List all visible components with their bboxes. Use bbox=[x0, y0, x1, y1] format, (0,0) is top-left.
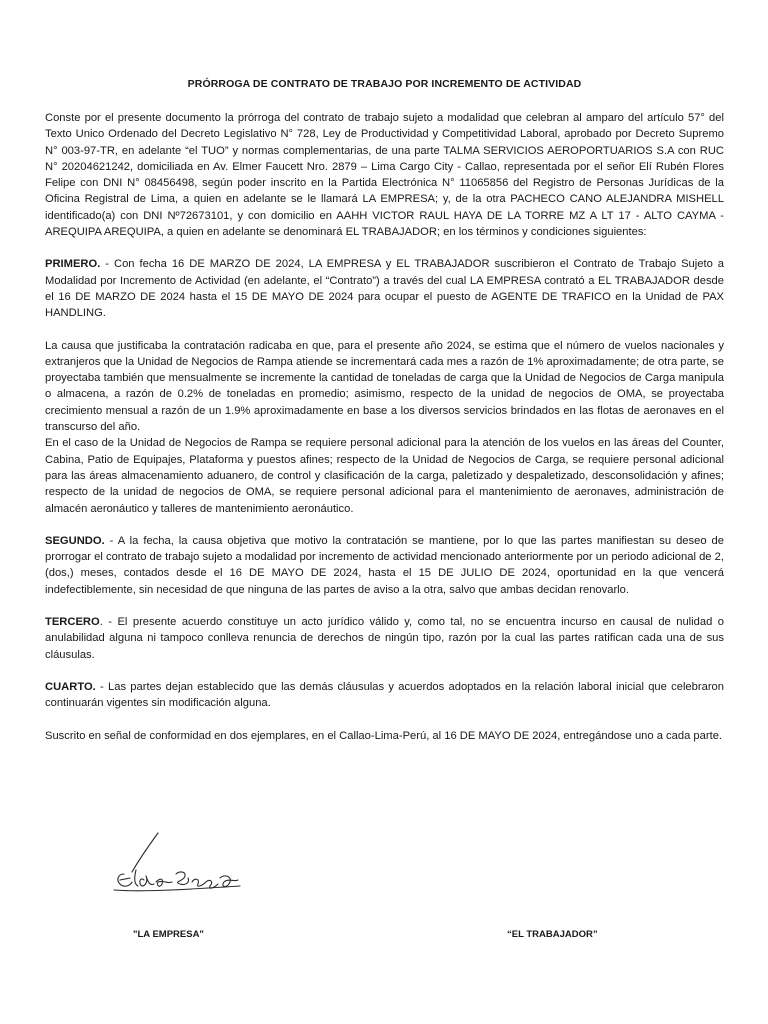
company-signature-label: "LA EMPRESA" bbox=[133, 929, 204, 940]
clause-tercero bbox=[45, 614, 724, 663]
clause-cuarto bbox=[45, 679, 724, 712]
clause-primero-heading: PRIMERO. bbox=[45, 258, 101, 271]
clause-segundo-text: - A la fecha, la causa objetiva que motivo la contratación se mantiene, por lo que las partes manifiestan su deseo de prorrogar el contrato de trabajo sujeto a modalidad por incremento de actividad mencionado anteriormente por un periodo adicional de 2, (dos,) meses, contados desde el 16 DE MAYO DE 2024, hasta el 15 DE JULIO DE 2024, oportunidad en la que vencerá indefectiblemente, sin necesidad de que ninguna de las partes de aviso a la otra, salvo que ambas decidan renovarlo. bbox=[45, 534, 724, 596]
clause-tercero-text: . - El presente acuerdo constituye un acto jurídico válido y, como tal, no se encuentra incurso en causal de nulidad o anulabilidad alguna ni tampoco conlleva renuncia de derechos de ningún tipo, razón por la cual las partes ratifican cada una de sus cláusulas. bbox=[45, 616, 724, 661]
clause-primero-text: - Con fecha 16 DE MARZO DE 2024, LA EMPRESA y EL TRABAJADOR suscribieron el Contrato de Trabajo Sujeto a Modalidad por Incremento de Actividad (en adelante, el “Contrato”) a través del cual LA EMPRESA contrató a EL TRABAJADOR desde el 16 DE MARZO DE 2024 hasta el 15 DE MAYO DE 2024 para ocupar el puesto de AGENTE DE TRAFICO en la Unidad de PAX HANDLING. bbox=[45, 258, 724, 320]
worker-signature-label: “EL TRABAJADOR” bbox=[507, 929, 598, 940]
document-title: PRÓRROGA DE CONTRATO DE TRABAJO POR INCREMENTO DE ACTIVIDAD bbox=[187, 78, 582, 90]
clause-primero bbox=[45, 256, 724, 321]
contract-document bbox=[45, 78, 724, 744]
handwritten-signature bbox=[110, 830, 250, 915]
clause-cuarto-text: - Las partes dejan establecido que las demás cláusulas y acuerdos adoptados en la relación laboral inicial que celebraron continuarán vigentes sin modificación alguna. bbox=[45, 680, 724, 710]
clause-segundo-heading: SEGUNDO. bbox=[45, 534, 105, 547]
closing-paragraph: Suscrito en señal de conformidad en dos ejemplares, en el Callao-Lima-Perú, al 16 DE MAYO DE 2024, entregándose uno a cada parte. bbox=[45, 729, 723, 742]
clause-segundo bbox=[45, 533, 724, 598]
clause-cuarto-heading: CUARTO. bbox=[45, 680, 96, 693]
causa-paragraph-1: La causa que justificaba la contratación radicaba en que, para el presente año 2024, se estima que el número de vuelos nacionales y extranjeros que la Unidad de Negocios de Rampa atiende se incrementará cada mes a razón de 1% aproximadamente; de otra parte, se proyectaba también que mensualmente se incremente la cantidad de toneladas de carga que la Unidad de Negocios de Carga manipula o almacena, a razón de 0.2% de toneladas en promedio; asimismo, respecto de la unidad de negocios de OMA, se proyectaba crecimiento mensual a razón de un 1.9% aproximadamente en base a los diversos servicios brindados en las flotas de aeronaves en el transcurso del año. bbox=[45, 339, 724, 434]
causa-paragraph-2: En el caso de la Unidad de Negocios de Rampa se requiere personal adicional para la atención de los vuelos en las áreas del Counter, Cabina, Patio de Equipajes, Plataforma y puestos afines; respecto de la Unidad de Negocios de Carga, se requiere personal adicional para las áreas almacenamiento aduanero, de control y clasificación de la carga, paletizado y despaletizado, desconsolidación y afines; respecto de la unidad de negocios de OMA, se requiere personal adicional para el mantenimiento de aeronaves, administración de almacén aeronáutico y talleres de mantenimiento aeronáutico. bbox=[45, 437, 724, 515]
clause-tercero-heading: TERCERO bbox=[45, 616, 100, 629]
intro-paragraph: Conste por el presente documento la prórroga del contrato de trabajo sujeto a modalidad que celebran al amparo del artículo 57° del Texto Unico Ordenado del Decreto Legislativo N° 728, Ley de Productividad y Competitividad Laboral, aprobado por Decreto Supremo N° 003-97-TR, en adelante “el TUO” y normas complementarias, de una parte TALMA SERVICIOS AEROPORTUARIOS S.A con RUC N° 20204621242, domiciliada en Av. Elmer Faucett Nro. 2879 – Lima Cargo City - Callao, representada por el señor Elí Rubén Flores Felipe con DNI N° 08456498, según poder inscrito en la Partida Electrónica N° 11065856 del Registro de Personas Jurídicas de la Oficina Registral de Lima, a quien en adelante se le llamará LA EMPRESA; y, de la otra PACHECO CANO ALEJANDRA MISHELL identificado(a) con DNI Nº72673101, y con domicilio en AAHH VICTOR RAUL HAYA DE LA TORRE MZ A LT 17 - ALTO CAYMA - AREQUIPA AREQUIPA, a quien en adelante se denominará EL TRABAJADOR; en los términos y condiciones siguientes: bbox=[45, 112, 724, 239]
